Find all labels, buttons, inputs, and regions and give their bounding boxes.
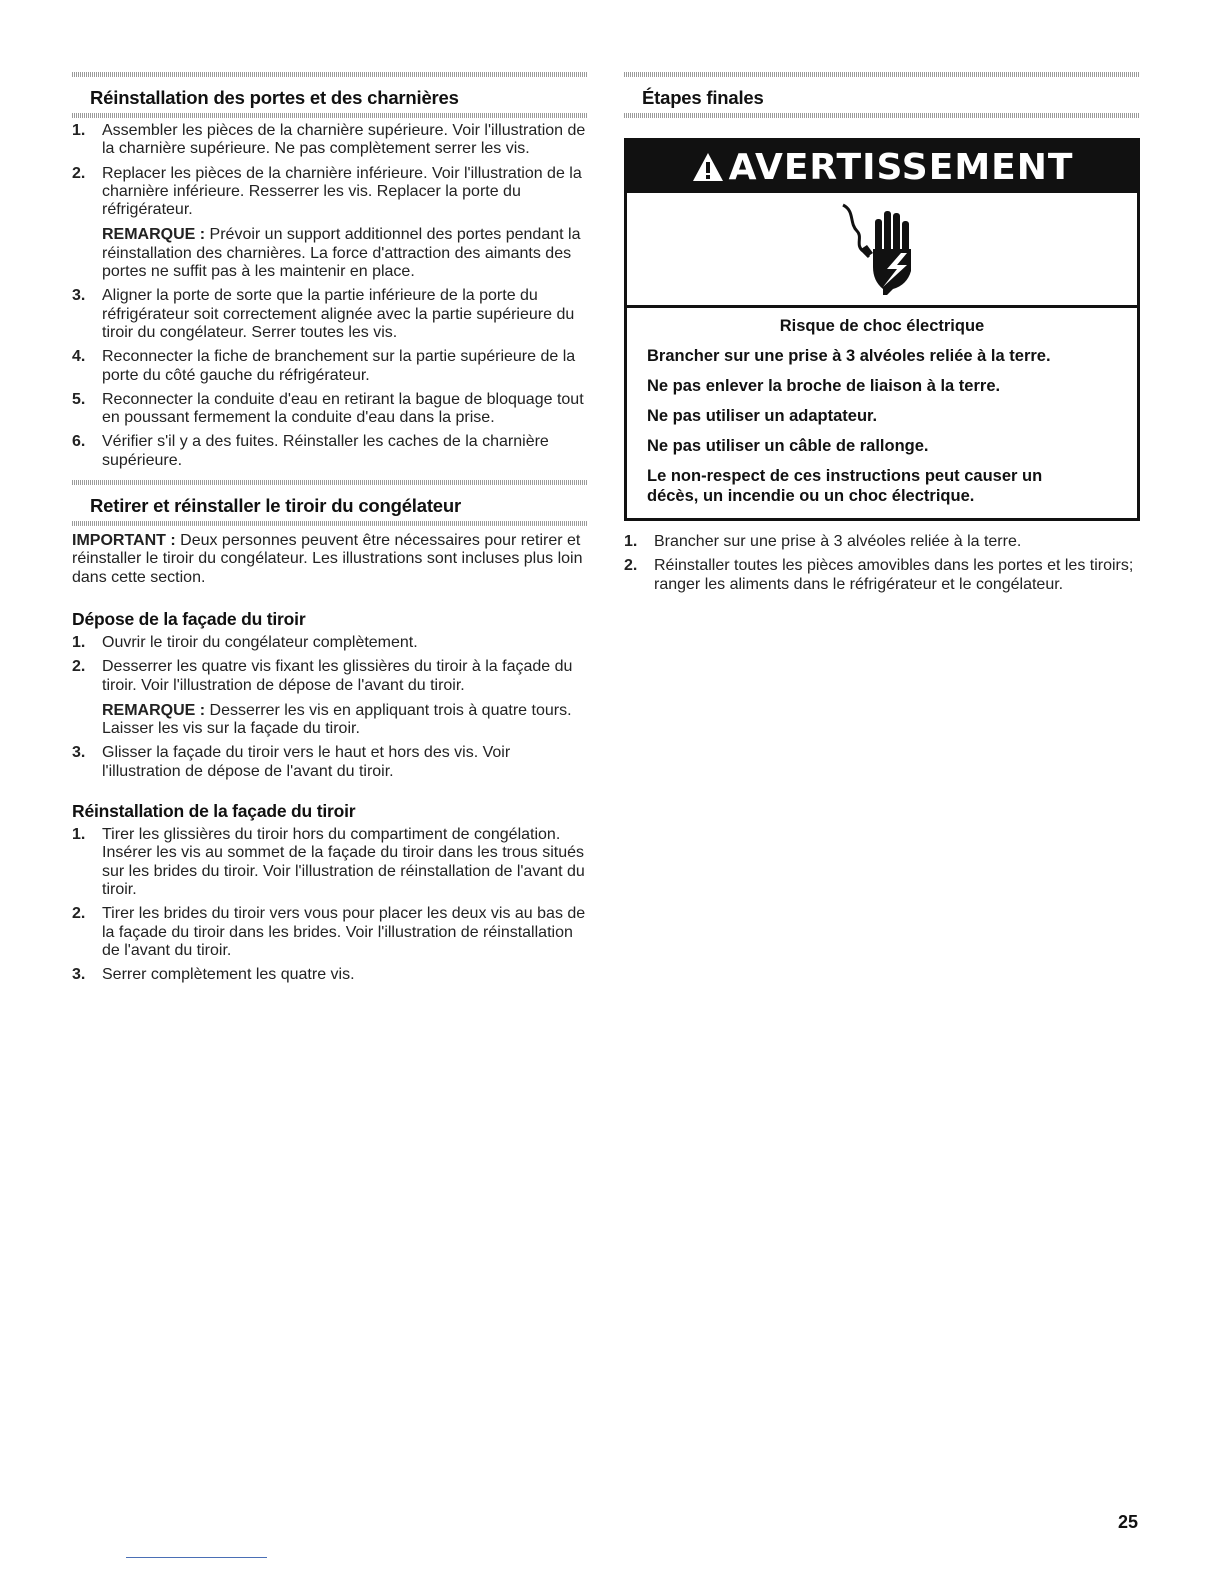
subsection-title-remove-front: Dépose de la façade du tiroir <box>72 608 306 629</box>
section-title-freezer-drawer: Retirer et réinstaller le tiroir du congélateur <box>90 495 461 517</box>
right-column <box>624 72 1140 594</box>
note: REMARQUE : Prévoir un support additionnel des portes pendant la réinstallation des charnières. La force d'attraction des aimants des portes ne suffit pas à les maintenir en place. <box>102 226 581 281</box>
list-item: 1. Assembler les pièces de la charnière supérieure. Voir l'illustration de la charnière supérieure. Ne pas complètement serrer les vis. <box>72 122 586 158</box>
list-item: 2. Réinstaller toutes les pièces amovibles dans les portes et les tiroirs; ranger les aliments dans le réfrigérateur et le congélateur. <box>624 557 1134 593</box>
list-item: 3. Glisser la façade du tiroir vers le haut et hors des vis. Voir l'illustration de dépose de l'avant du tiroir. <box>72 744 511 780</box>
list-item: 5. Reconnecter la conduite d'eau en retirant la bague de bloquage tout en poussant fermement la conduite d'eau dans la prise. <box>72 390 584 427</box>
reinstall-front-steps <box>72 826 588 984</box>
warning-line: Ne pas utiliser un adaptateur. <box>647 407 878 425</box>
warning-line: Ne pas enlever la broche de liaison à la terre. <box>647 377 1001 395</box>
important-note: IMPORTANT : Deux personnes peuvent être nécessaires pour retirer et réinstaller le tiroir du congélateur. Les illustrations sont incluses plus loin dans cette section. <box>72 532 583 586</box>
warning-box <box>624 138 1140 521</box>
section-rule <box>72 113 588 118</box>
list-item: 2. Tirer les brides du tiroir vers vous pour placer les deux vis au bas de la façade du tiroir dans les brides. Voir l'illustration de réinstallation de l'avant du tiroir. <box>72 905 586 959</box>
page-number: 25 <box>1118 1512 1139 1532</box>
warning-header: AVERTISSEMENT <box>627 141 1137 193</box>
list-item: 3. Serrer complètement les quatre vis. <box>72 966 355 984</box>
final-steps <box>624 533 1140 594</box>
remove-front-steps <box>72 634 588 781</box>
section-rule <box>72 521 588 526</box>
list-item: 1. Brancher sur une prise à 3 alvéoles reliée à la terre. <box>624 533 1022 550</box>
warning-line: Ne pas utiliser un câble de rallonge. <box>647 437 929 455</box>
list-item: 2. Desserrer les quatre vis fixant les glissières du tiroir à la façade du tiroir. Voir l'illustration de dépose de l'avant du tiroir. REMARQUE : Desserrer les vis en appliquant trois à quatre tours. Laisser les vis sur la façade du tiroir. <box>72 658 588 738</box>
list-item: 3. Aligner la porte de sorte que la partie inférieure de la porte du réfrigérateur soit correctement alignée avec la partie supérieure du tiroir du congélateur. Serrer toutes les vis. <box>72 287 575 341</box>
left-column <box>72 72 588 984</box>
note: REMARQUE : Desserrer les vis en appliquant trois à quatre tours. Laisser les vis sur la façade du tiroir. <box>102 701 572 738</box>
warning-text <box>627 308 1137 518</box>
footer-line <box>126 1557 267 1558</box>
electric-shock-pictogram <box>627 193 1137 308</box>
subsection-title-reinstall-front: Réinstallation de la façade du tiroir <box>72 801 356 822</box>
section-title-door-hinges: Réinstallation des portes et des charnières <box>90 87 459 108</box>
list-item: 1. Ouvrir le tiroir du congélateur complètement. <box>72 633 418 651</box>
list-item: 2. Replacer les pièces de la charnière inférieure. Voir l'illustration de la charnière inférieure. Resserrer les vis. Replacer la porte du réfrigérateur. REMARQUE : Prévoir un support additionnel des portes pendant la réinstallation des charnières. La force d'attraction des aimants des portes ne suffit pas à les maintenir en place. <box>72 165 588 282</box>
warning-triangle-icon <box>691 151 725 183</box>
list-item: 4. Reconnecter la fiche de branchement sur la partie supérieure de la porte du côté gauche du réfrigérateur. <box>72 348 576 384</box>
warning-line: Brancher sur une prise à 3 alvéoles reliée à la terre. <box>647 347 1051 365</box>
warning-risk: Risque de choc électrique <box>779 317 985 335</box>
list-item: 6. Vérifier s'il y a des fuites. Réinstaller les caches de la charnière supérieure. <box>72 433 549 469</box>
section-title-final-steps: Étapes finales <box>642 87 764 108</box>
electric-shock-hand-icon <box>837 201 927 297</box>
list-item: 1. Tirer les glissières du tiroir hors du compartiment de congélation. Insérer les vis au sommet de la façade du tiroir dans les trous situés sur les brides du tiroir. Voir l'illustration de réinstallation de l'avant du tiroir. <box>72 826 585 898</box>
warning-line: Le non-respect de ces instructions peut causer un décès, un incendie ou un choc électrique. <box>647 467 1043 505</box>
door-hinge-steps <box>72 122 588 470</box>
section-rule <box>624 113 1140 118</box>
